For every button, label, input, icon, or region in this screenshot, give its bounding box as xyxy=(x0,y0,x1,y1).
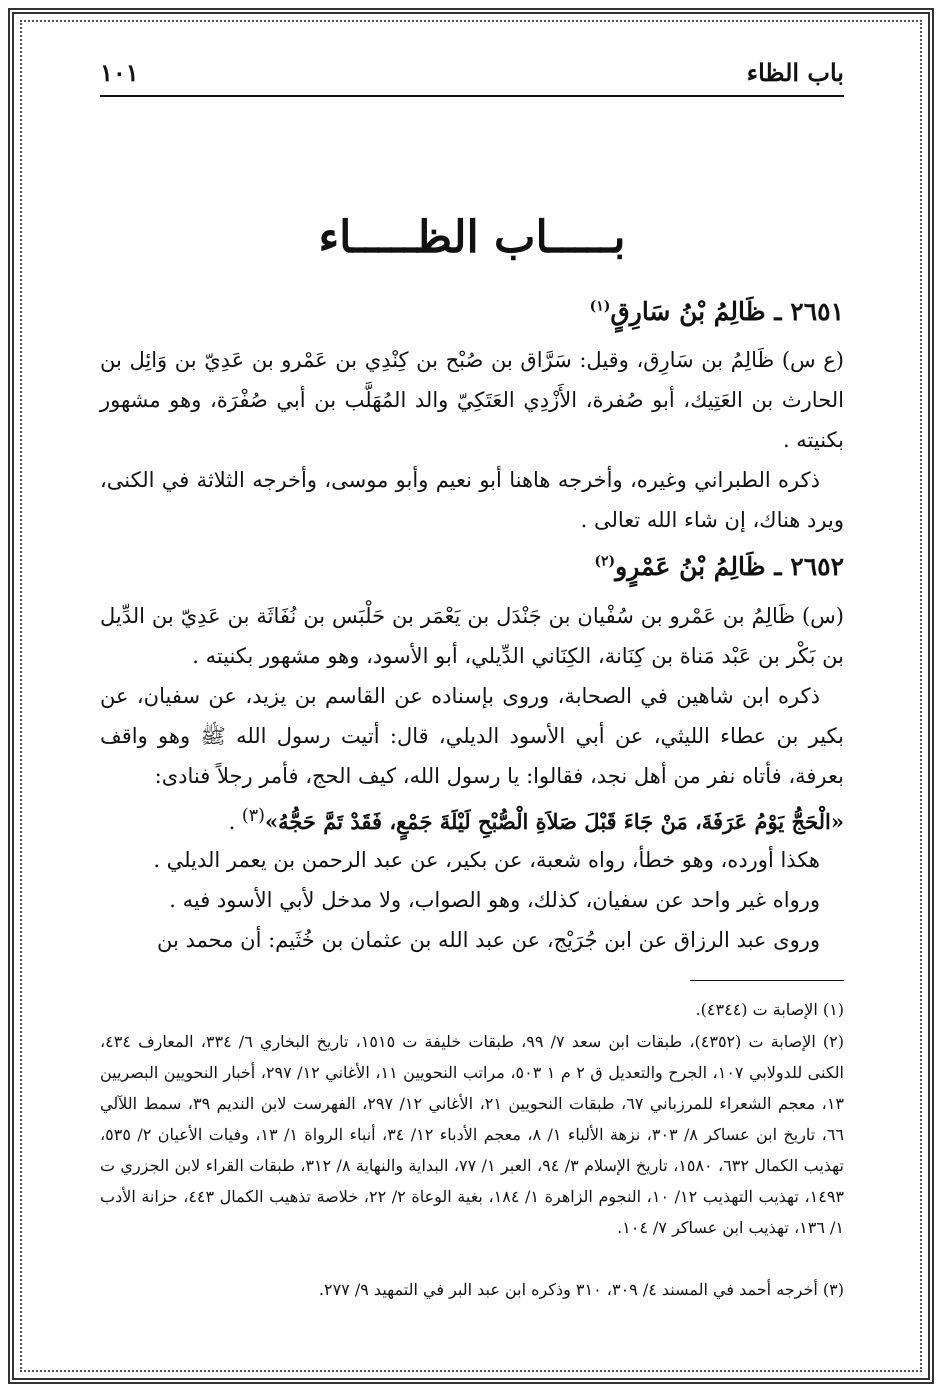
entry-2652-paragraph-2: ذكره ابن شاهين في الصحابة، وروى بإسناده عن القاسم بن يزيد، عن سفيان، عن بكير بن عطاء الليثي، عن أبي الأسود الديلي، قال: أتيت رسول الله ﷺ وهو واقف بعرفة، فأتاه نفر من أهل نجد، فقالوا: يا رسول الله، كيف الحج، فأمر رجلاً فنادى: xyxy=(100,684,844,788)
entry-heading-2652 xyxy=(594,552,844,581)
hadith-line: «الْحَجُّ يَوْمُ عَرَفَةَ، مَنْ جَاءَ قَبْلَ صَلاَةِ الْصُّبْحِ لَيْلَةَ جَمْعٍ، فَقَدْ تَمَّ حَجُّهُ»$^{(٣)}$ . xyxy=(228,806,844,834)
footnote-rule xyxy=(690,980,844,981)
running-title: باب الظاء xyxy=(746,58,844,87)
footnote-ref: (٣) xyxy=(241,806,265,826)
page-header xyxy=(100,58,844,98)
entry-2651-paragraph-2: ذكره الطبراني وغيره، وأخرجه هاهنا أبو نعيم وأبو موسى، وأخرجه الثلاثة في الكنى، ويرد هناك، إن شاء الله تعالى . xyxy=(100,468,844,532)
entry-heading-text: ٢٦٥٢ ـ ظَالِمُ بْنُ عَمْرٍو xyxy=(615,552,844,581)
entry-2652-paragraph-5: وروى عبد الرزاق عن ابن جُرَيْج، عن عبد الله بن عثمان بن خُثَيم: أن محمد بن xyxy=(157,928,820,952)
footnote-ref: (٢) xyxy=(594,553,616,570)
page-number: ١٠١ xyxy=(100,58,139,87)
header-rule xyxy=(100,95,844,97)
footnote-3: (٣) أخرجه أحمد في المسند ٤/ ٣٠٩، ٣١٠ وذكره ابن عبد البر في التمهيد ٩/ ٢٧٧. xyxy=(318,1280,844,1299)
entry-2652-paragraph-3: هكذا أورده، وهو خطأ، رواه شعبة، عن بكير، عن عبد الرحمن بن يعمر الديلي . xyxy=(153,848,820,872)
footnote-ref: (١) xyxy=(589,298,611,315)
entry-2652-paragraph-1: (س) ظَالِمُ بن عَمْرو بن سُفْيان بن جَنْدَل بن يَعْمَر بن حَلْبَس بن نُفَاثَة بن عَدِيّ بن الدِّيل بن بَكْر بن عَبْد مَناة بن كِنَانة، الكِنَاني الدِّيلي، أبو الأسود، وهو مشهور بكنيته . xyxy=(100,604,844,668)
footnote-2: (٢) الإصابة ت (٤٣٥٢)، طبقات ابن سعد ٧/ ٩٩، طبقات خليفة ت ١٥١٥، تاريخ البخاري ٦/ ٣٣٤، المعارف ٤٣٤، الكنى للدولابي ١٠٧، الجرح والتعديل ق ٢ م ١ ٥٠٣، مراتب النحويين ١١، الأغاني ١٢/ ٢٩٧، أخبار النحويين البصريين ١٣، معجم الشعراء للمرزباني ٦٧، طبقات النحويين ٢١، الأغاني ١٢/ ٢٩٧، الفهرست لابن النديم ٣٩، سمط اللآلي ٦٦، تاريخ ابن عساكر ٨/ ٣٠٣، نزهة الألباء ١/ ٨، معجم الأدباء ١٢/ ٣٤، أنباء الرواة ١/ ١٣، وفيات الأعيان ٢/ ٥٣٥، تهذيب الكمال ٦٣٢، ١٥٨٠، تاريخ الإسلام ٣/ ٩٤، العبر ١/ ٧٧، البداية والنهاية ٨/ ٣١٢، طبقات القراء لابن الجزري ت ١٤٩٣، تهذيب التهذيب ١٢/ ١٠، النجوم الزاهرة ١/ ١٨٤، بغية الوعاة ٢/ ٢٢، خلاصة تذهيب الكمال ٤٤٣، حزانة الأدب ١/ ١٣٦، تهذيب ابن عساكر ٧/ ١٠٤. xyxy=(100,1032,845,1237)
entry-2651-paragraph-1: (ع س) ظَالِمُ بن سَارِق، وقيل: سَرَّاق بن صُبْح بن كِنْدِي بن عَمْرو بن عَدِيّ بن وَائِل بن الحارث بن العَتِيك، أبو صُفرة، الأَزْدِي العَتَكِيّ والد المُهَلَّب بن أبي صُفْرَة، وهو مشهور بكنيته . xyxy=(100,348,844,452)
entry-heading-2651 xyxy=(590,297,844,326)
footnote-1: (١) الإصابة ت (٤٣٤٤). xyxy=(695,1000,844,1019)
hadith-text: «الْحَجُّ يَوْمُ عَرَفَةَ، مَنْ جَاءَ قَبْلَ صَلاَةِ الْصُّبْحِ لَيْلَةَ جَمْعٍ، فَقَدْ تَمَّ حَجُّهُ» xyxy=(264,809,844,834)
entry-2652-paragraph-4: ورواه غير واحد عن سفيان، كذلك، وهو الصواب، ولا مدخل لأبي الأسود فيه . xyxy=(169,888,820,912)
entry-heading-text: ٢٦٥١ ـ ظَالِمُ بْنُ سَارِقٍ xyxy=(610,297,844,326)
chapter-title: بـــــاب الظـــــاء xyxy=(318,212,626,263)
